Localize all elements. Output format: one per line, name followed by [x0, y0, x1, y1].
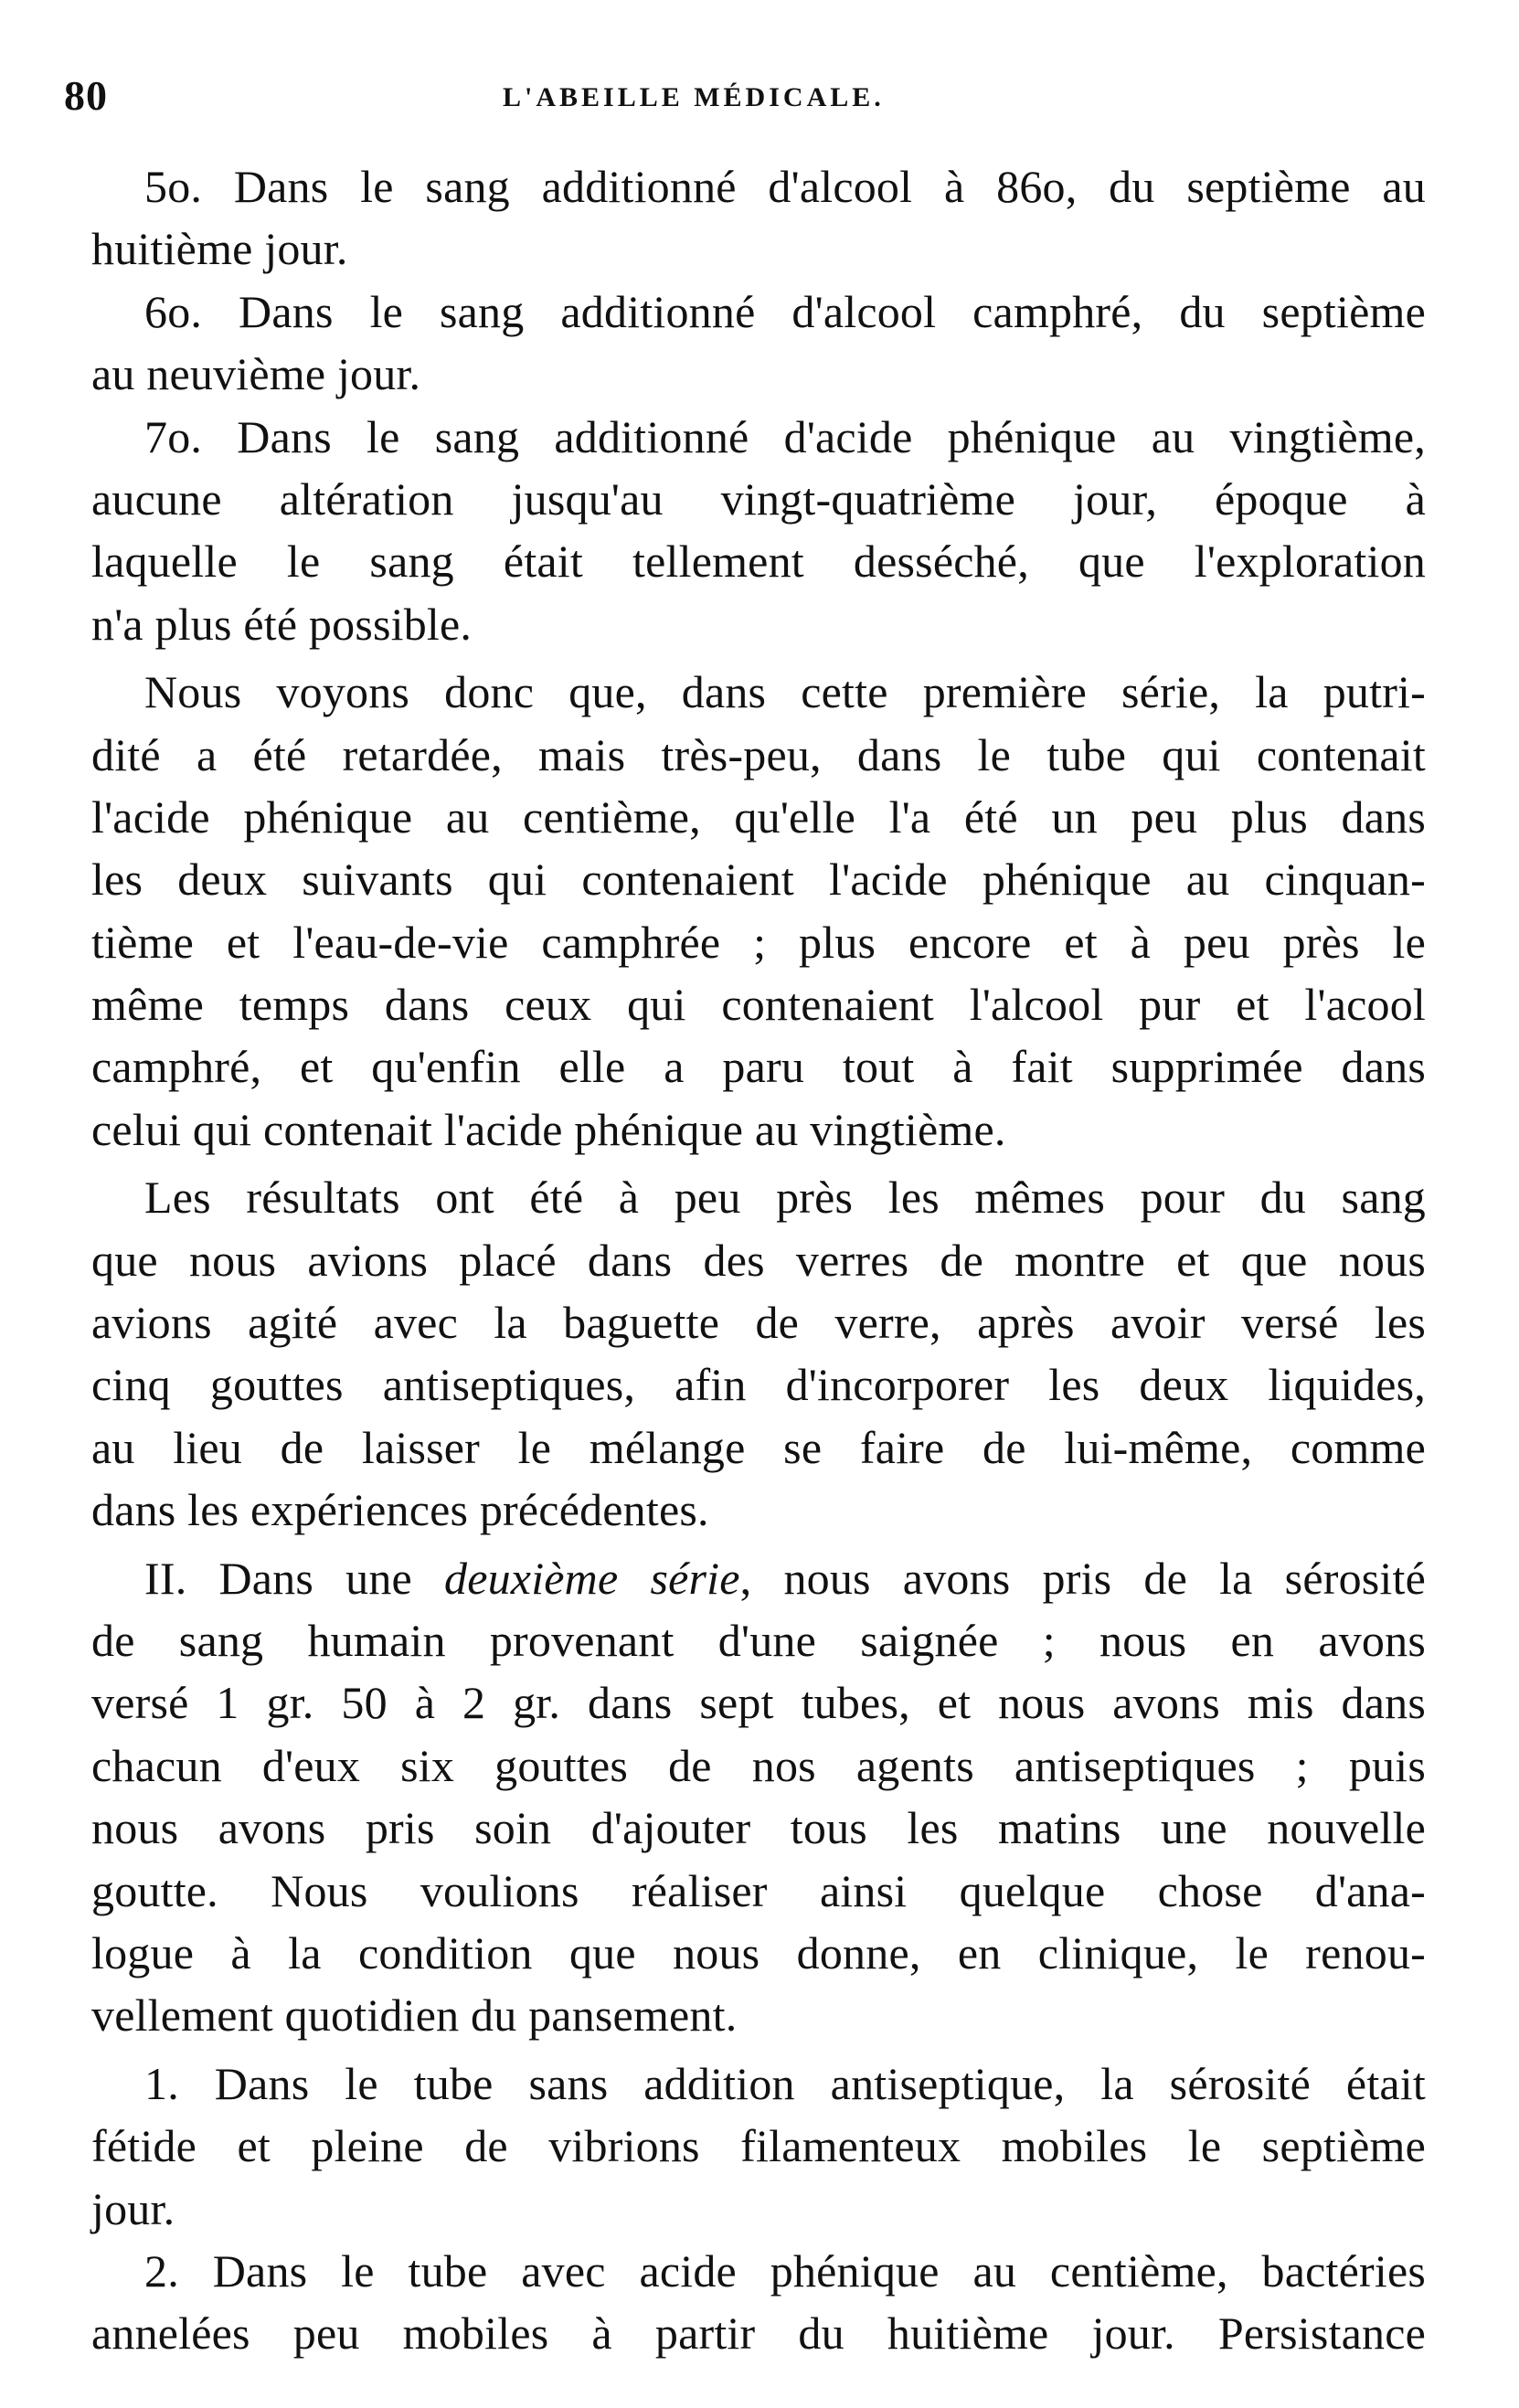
- text-line: versé 1 gr. 50 à 2 gr. dans sept tubes, et nous avons mis dans: [91, 1677, 1426, 1729]
- text-line: aucune altération jusqu'au vingt-quatrième jour, époque à: [91, 472, 1426, 525]
- text-line: logue à la condition que nous donne, en clinique, le renou-: [91, 1926, 1426, 1978]
- text-span: II. Dans une: [144, 1552, 445, 1604]
- text-line: l'acide phénique au centième, qu'elle l'a été un peu plus dans: [91, 790, 1426, 843]
- text-line: Nous voyons donc que, dans cette première série, la putri-: [144, 666, 1426, 718]
- text-line: annelées peu mobiles à partir du huitième jour. Persistance: [91, 2307, 1426, 2360]
- text-line: 5o. Dans le sang additionné d'alcool à 86o, du septième au: [144, 161, 1426, 212]
- text-line: Les résultats ont été à peu près les mêmes pour du sang: [144, 1172, 1426, 1224]
- text-span: , nous avons pris de la sérosité: [739, 1552, 1426, 1604]
- page-number: 80: [64, 72, 108, 119]
- text-line: cinq gouttes antiseptiques, afin d'incorporer les deux liquides,: [91, 1359, 1426, 1411]
- text-line: au neuvième jour.: [91, 348, 421, 400]
- italic-series-label: deuxième série: [444, 1552, 740, 1604]
- text-line: même temps dans ceux qui contenaient l'alcool pur et l'acool: [91, 979, 1426, 1031]
- text-line: dans les expériences précédentes.: [91, 1484, 709, 1536]
- text-line: nous avons pris soin d'ajouter tous les matins une nouvelle: [91, 1802, 1426, 1854]
- text-line: que nous avions placé dans des verres de montre et que nous: [91, 1234, 1426, 1286]
- text-line: camphré, et qu'enfin elle a paru tout à fait supprimée dans: [91, 1041, 1426, 1093]
- text-line: goutte. Nous voulions réaliser ainsi quelque chose d'ana-: [91, 1864, 1426, 1916]
- text-line: tième et l'eau-de-vie camphrée ; plus encore et à peu près le: [91, 916, 1426, 968]
- text-line: laquelle le sang était tellement desséché, que l'exploration: [91, 536, 1426, 588]
- text-line: 6o. Dans le sang additionné d'alcool camphré, du septième: [144, 285, 1426, 337]
- text-line: huitième jour.: [91, 223, 348, 275]
- text-line: jour.: [91, 2182, 175, 2234]
- text-line: fétide et pleine de vibrions filamenteux mobiles le septième: [91, 2120, 1426, 2172]
- text-line: dité a été retardée, mais très-peu, dans le tube qui contenait: [91, 728, 1426, 780]
- text-line: 2. Dans le tube avec acide phénique au centième, bactéries: [144, 2244, 1426, 2297]
- text-line: de sang humain provenant d'une saignée ; nous en avons: [91, 1614, 1426, 1666]
- text-line: au lieu de laisser le mélange se faire de lui-même, comme: [91, 1421, 1426, 1473]
- body-text: [91, 155, 1426, 2365]
- text-line: vellement quotidien du pansement.: [91, 1989, 738, 2042]
- running-head: L'ABEILLE MÉDICALE.: [503, 82, 885, 112]
- text-line: les deux suivants qui contenaient l'acide phénique au cinquan-: [91, 854, 1426, 906]
- text-line: n'a plus été possible.: [91, 598, 473, 650]
- text-line: celui qui contenait l'acide phénique au vingtième.: [91, 1103, 1006, 1155]
- text-line: avions agité avec la baguette de verre, après avoir versé les: [91, 1297, 1426, 1349]
- page-header: [64, 71, 1435, 126]
- text-line: 1. Dans le tube sans addition antiseptique, la sérosité était: [144, 2057, 1426, 2109]
- text-line: 7o. Dans le sang additionné d'acide phénique au vingtième,: [144, 410, 1426, 462]
- text-line: chacun d'eux six gouttes de nos agents antiseptiques ; puis: [91, 1739, 1426, 1791]
- text-line-section-heading: [91, 1547, 1426, 1609]
